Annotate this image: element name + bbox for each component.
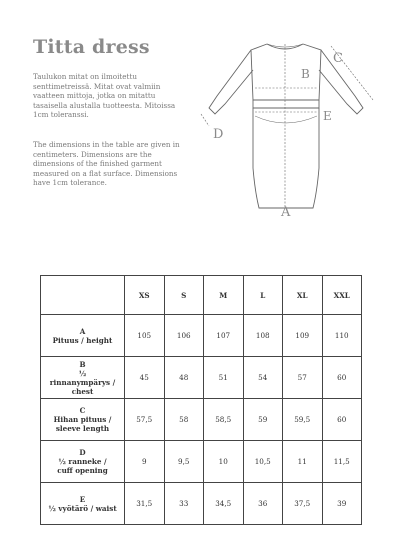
value-cell: 33 (164, 483, 204, 525)
size-header: S (164, 276, 204, 315)
value-cell: 106 (164, 315, 204, 357)
row-label: C Hihan pituus / sleeve length (41, 399, 125, 441)
value-cell: 36 (243, 483, 283, 525)
table-row (41, 399, 362, 441)
value-cell: 9 (125, 441, 165, 483)
value-cell: 10 (204, 441, 244, 483)
size-header: XS (125, 276, 165, 315)
value-cell: 57,5 (125, 399, 165, 441)
row-label: D ½ ranneke / cuff opening (41, 441, 125, 483)
row-label: E ½ vyötärö / waist (41, 483, 125, 525)
value-cell: 11,5 (322, 441, 362, 483)
table-row (41, 483, 362, 525)
value-cell: 31,5 (125, 483, 165, 525)
intro-english: The dimensions in the table are given in centimeters. Dimensions are the dimensions of the finished garment measured on a flat surface. Dimensions have 1cm tolerance. (33, 140, 180, 188)
label-e: E (323, 109, 332, 123)
row-label: B ½ rinnanympärys / chest (41, 357, 125, 399)
value-cell: 59,5 (283, 399, 323, 441)
value-cell: 54 (243, 357, 283, 399)
value-cell: 60 (322, 357, 362, 399)
value-cell: 58 (164, 399, 204, 441)
dress-left-sleeve (209, 50, 253, 114)
size-header: XL (283, 276, 323, 315)
value-cell: 107 (204, 315, 244, 357)
value-cell: 39 (322, 483, 362, 525)
intro-finnish: Taulukon mitat on ilmoitettu senttimetreissä. Mitat ovat valmiin vaatteen mittoja, jotka on mitattu tasaisella alustalla tuotteesta. Mitoissa 1cm toleranssi. (33, 72, 176, 120)
size-header: L (243, 276, 283, 315)
value-cell: 58,5 (204, 399, 244, 441)
label-d: D (213, 127, 224, 142)
value-cell: 108 (243, 315, 283, 357)
table-row (41, 357, 362, 399)
value-cell: 10,5 (243, 441, 283, 483)
dress-bodice (251, 44, 321, 100)
value-cell: 11 (283, 441, 323, 483)
value-cell: 34,5 (204, 483, 244, 525)
value-cell: 59 (243, 399, 283, 441)
value-cell: 37,5 (283, 483, 323, 525)
row-label: A Pituus / height (41, 315, 125, 357)
value-cell: 60 (322, 399, 362, 441)
dress-diagram (195, 40, 395, 220)
size-table (40, 275, 362, 525)
value-cell: 109 (283, 315, 323, 357)
value-cell: 51 (204, 357, 244, 399)
label-b: B (301, 67, 310, 81)
value-cell: 110 (322, 315, 362, 357)
size-header: M (204, 276, 244, 315)
label-a: A (281, 205, 291, 220)
size-header: XXL (322, 276, 362, 315)
value-cell: 57 (283, 357, 323, 399)
size-header-row (41, 276, 362, 315)
label-c: C (333, 51, 343, 66)
value-cell: 105 (125, 315, 165, 357)
corner-cell (41, 276, 125, 315)
page-title: Titta dress (33, 36, 150, 58)
value-cell: 48 (164, 357, 204, 399)
table-row (41, 315, 362, 357)
value-cell: 9,5 (164, 441, 204, 483)
dress-waistband (253, 100, 319, 108)
table-row (41, 441, 362, 483)
value-cell: 45 (125, 357, 165, 399)
